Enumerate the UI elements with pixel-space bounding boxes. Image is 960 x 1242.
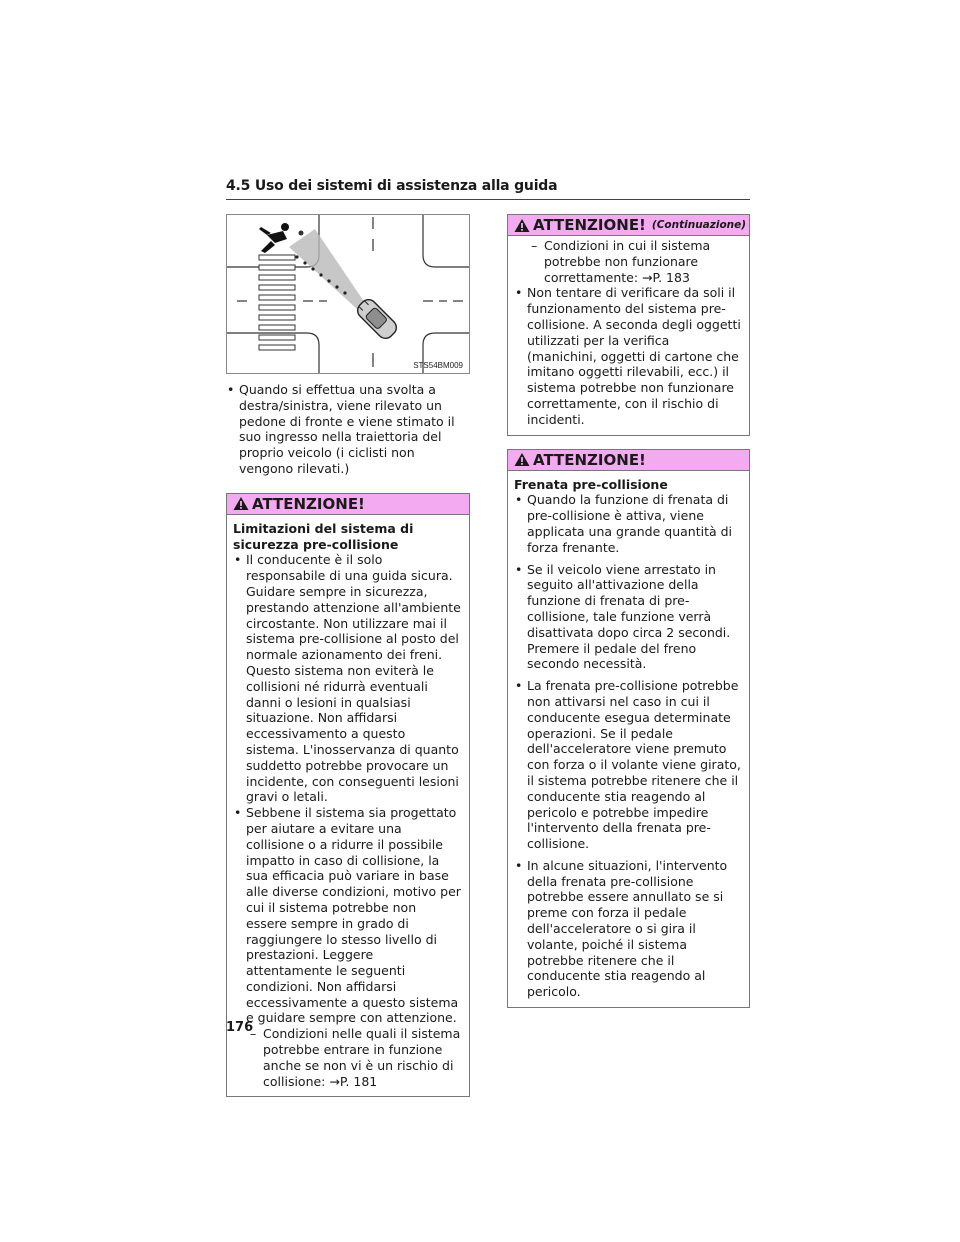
warning-bullet: • Non tentare di verificare da soli il funzionamento del sistema pre-collisione. A seconda degli oggetti utilizzati per la verifica (manichini, oggetti di cartone che imitano oggetti rilevabili, ecc.) il sistema potrebbe non funzionare correttamente, con il rischio di incidenti. bbox=[514, 285, 741, 427]
warning-body bbox=[227, 515, 469, 1097]
figure-code: STS54BM009 bbox=[413, 361, 463, 370]
header-rule bbox=[226, 199, 750, 200]
warning-subhead: Limitazioni del sistema di sicurezza pre-collisione bbox=[233, 520, 414, 552]
page-number: 176 bbox=[226, 1020, 254, 1035]
warning-header bbox=[508, 215, 749, 236]
warning-subhead: Frenata pre-collisione bbox=[514, 476, 668, 492]
warning-triangle-icon bbox=[233, 496, 249, 511]
warning-title: ATTENZIONE! bbox=[533, 216, 646, 234]
intersection-figure bbox=[226, 214, 470, 374]
warning-body bbox=[508, 471, 749, 1008]
warning-title: ATTENZIONE! bbox=[252, 494, 365, 513]
warning-title: ATTENZIONE! bbox=[533, 450, 646, 469]
warning-bullet: • Il conducente è il solo responsabile di una guida sicura. Guidare sempre in sicurezza, prestando attenzione all'ambiente circostante. Non utilizzare mai il sistema pre-collisione al posto del normale azionamento dei freni. Questo sistema non eviterà le collisioni né ridurrà eventuali danni o lesioni in qualsiasi situazione. Non affidarsi eccessivamento a questo sistema. L'inosservanza di quanto suddetto potrebbe provocare un incidente, con conseguenti lesioni gravi o letali. bbox=[233, 552, 461, 805]
warning-triangle-icon bbox=[514, 452, 530, 467]
warning-box-limitations bbox=[226, 493, 470, 1098]
warning-bullet: • Sebbene il sistema sia progettato per aiutare a evitare una collisione o a ridurre il possibile impatto in caso di collisione, la sua efficacia può variare in base alle diverse condizioni, motivo per cui il sistema potrebbe non essere sempre in grado di raggiungere lo stesso livello di prestazioni. Leggere attentamente le seguenti condizioni. Non affidarsi eccessivamente a questo sistema e guidare sempre con attenzione. bbox=[233, 805, 461, 1026]
warning-triangle-icon bbox=[514, 218, 530, 233]
right-column bbox=[507, 214, 750, 1008]
warning-box-braking bbox=[507, 449, 750, 1009]
warning-bullet: • Quando la funzione di frenata di pre-collisione è attiva, viene applicata una grande quantità di forza frenante. bbox=[514, 492, 741, 555]
warning-bullet: • In alcune situazioni, l'intervento della frenata pre-collisione potrebbe essere annullato se si preme con forza il pedale dell'acceleratore o si gira il volante, poiché il sistema potrebbe ritenere che il conducente stia reagendo al pericolo. bbox=[514, 858, 741, 1000]
warning-sub-item: – Condizioni in cui il sistema potrebbe non funzionare correttamente: →P. 183 bbox=[531, 238, 711, 285]
section-title: 4.5 Uso dei sistemi di assistenza alla guida bbox=[226, 178, 558, 194]
warning-bullet: • Se il veicolo viene arrestato in seguito all'attivazione della funzione di frenata di pre-collisione, tale funzione verrà disattivata dopo circa 2 secondi. Premere il pedale del freno secondo necessità. bbox=[514, 562, 741, 673]
warning-bullet: • La frenata pre-collisione potrebbe non attivarsi nel caso in cui il conducente esegua determinate operazioni. Se il pedale dell'acceleratore viene premuto con forza o il volante viene girato, il sistema potrebbe ritenere che il conducente stia reagendo al pericolo e potrebbe impedire l'intervento della frenata pre-collisione. bbox=[514, 678, 741, 852]
left-column bbox=[226, 214, 470, 1097]
section-header bbox=[226, 178, 750, 200]
warning-header bbox=[508, 450, 749, 471]
continuation-label: (Continuazione) bbox=[651, 219, 747, 231]
warning-body bbox=[508, 236, 749, 435]
warning-box-continued bbox=[507, 214, 750, 436]
intro-bullet: • Quando si effettua una svolta a destra/sinistra, viene rilevato un pedone di fronte e viene stimato il suo ingresso nella traiettoria del proprio veicolo (i ciclisti non vengono rilevati.) bbox=[226, 382, 470, 477]
intersection-illustration bbox=[227, 215, 469, 373]
warning-sub-item: – Condizioni nelle quali il sistema potrebbe entrare in funzione anche se non vi è un rischio di collisione: →P. 181 bbox=[250, 1026, 461, 1089]
warning-header bbox=[227, 494, 469, 515]
